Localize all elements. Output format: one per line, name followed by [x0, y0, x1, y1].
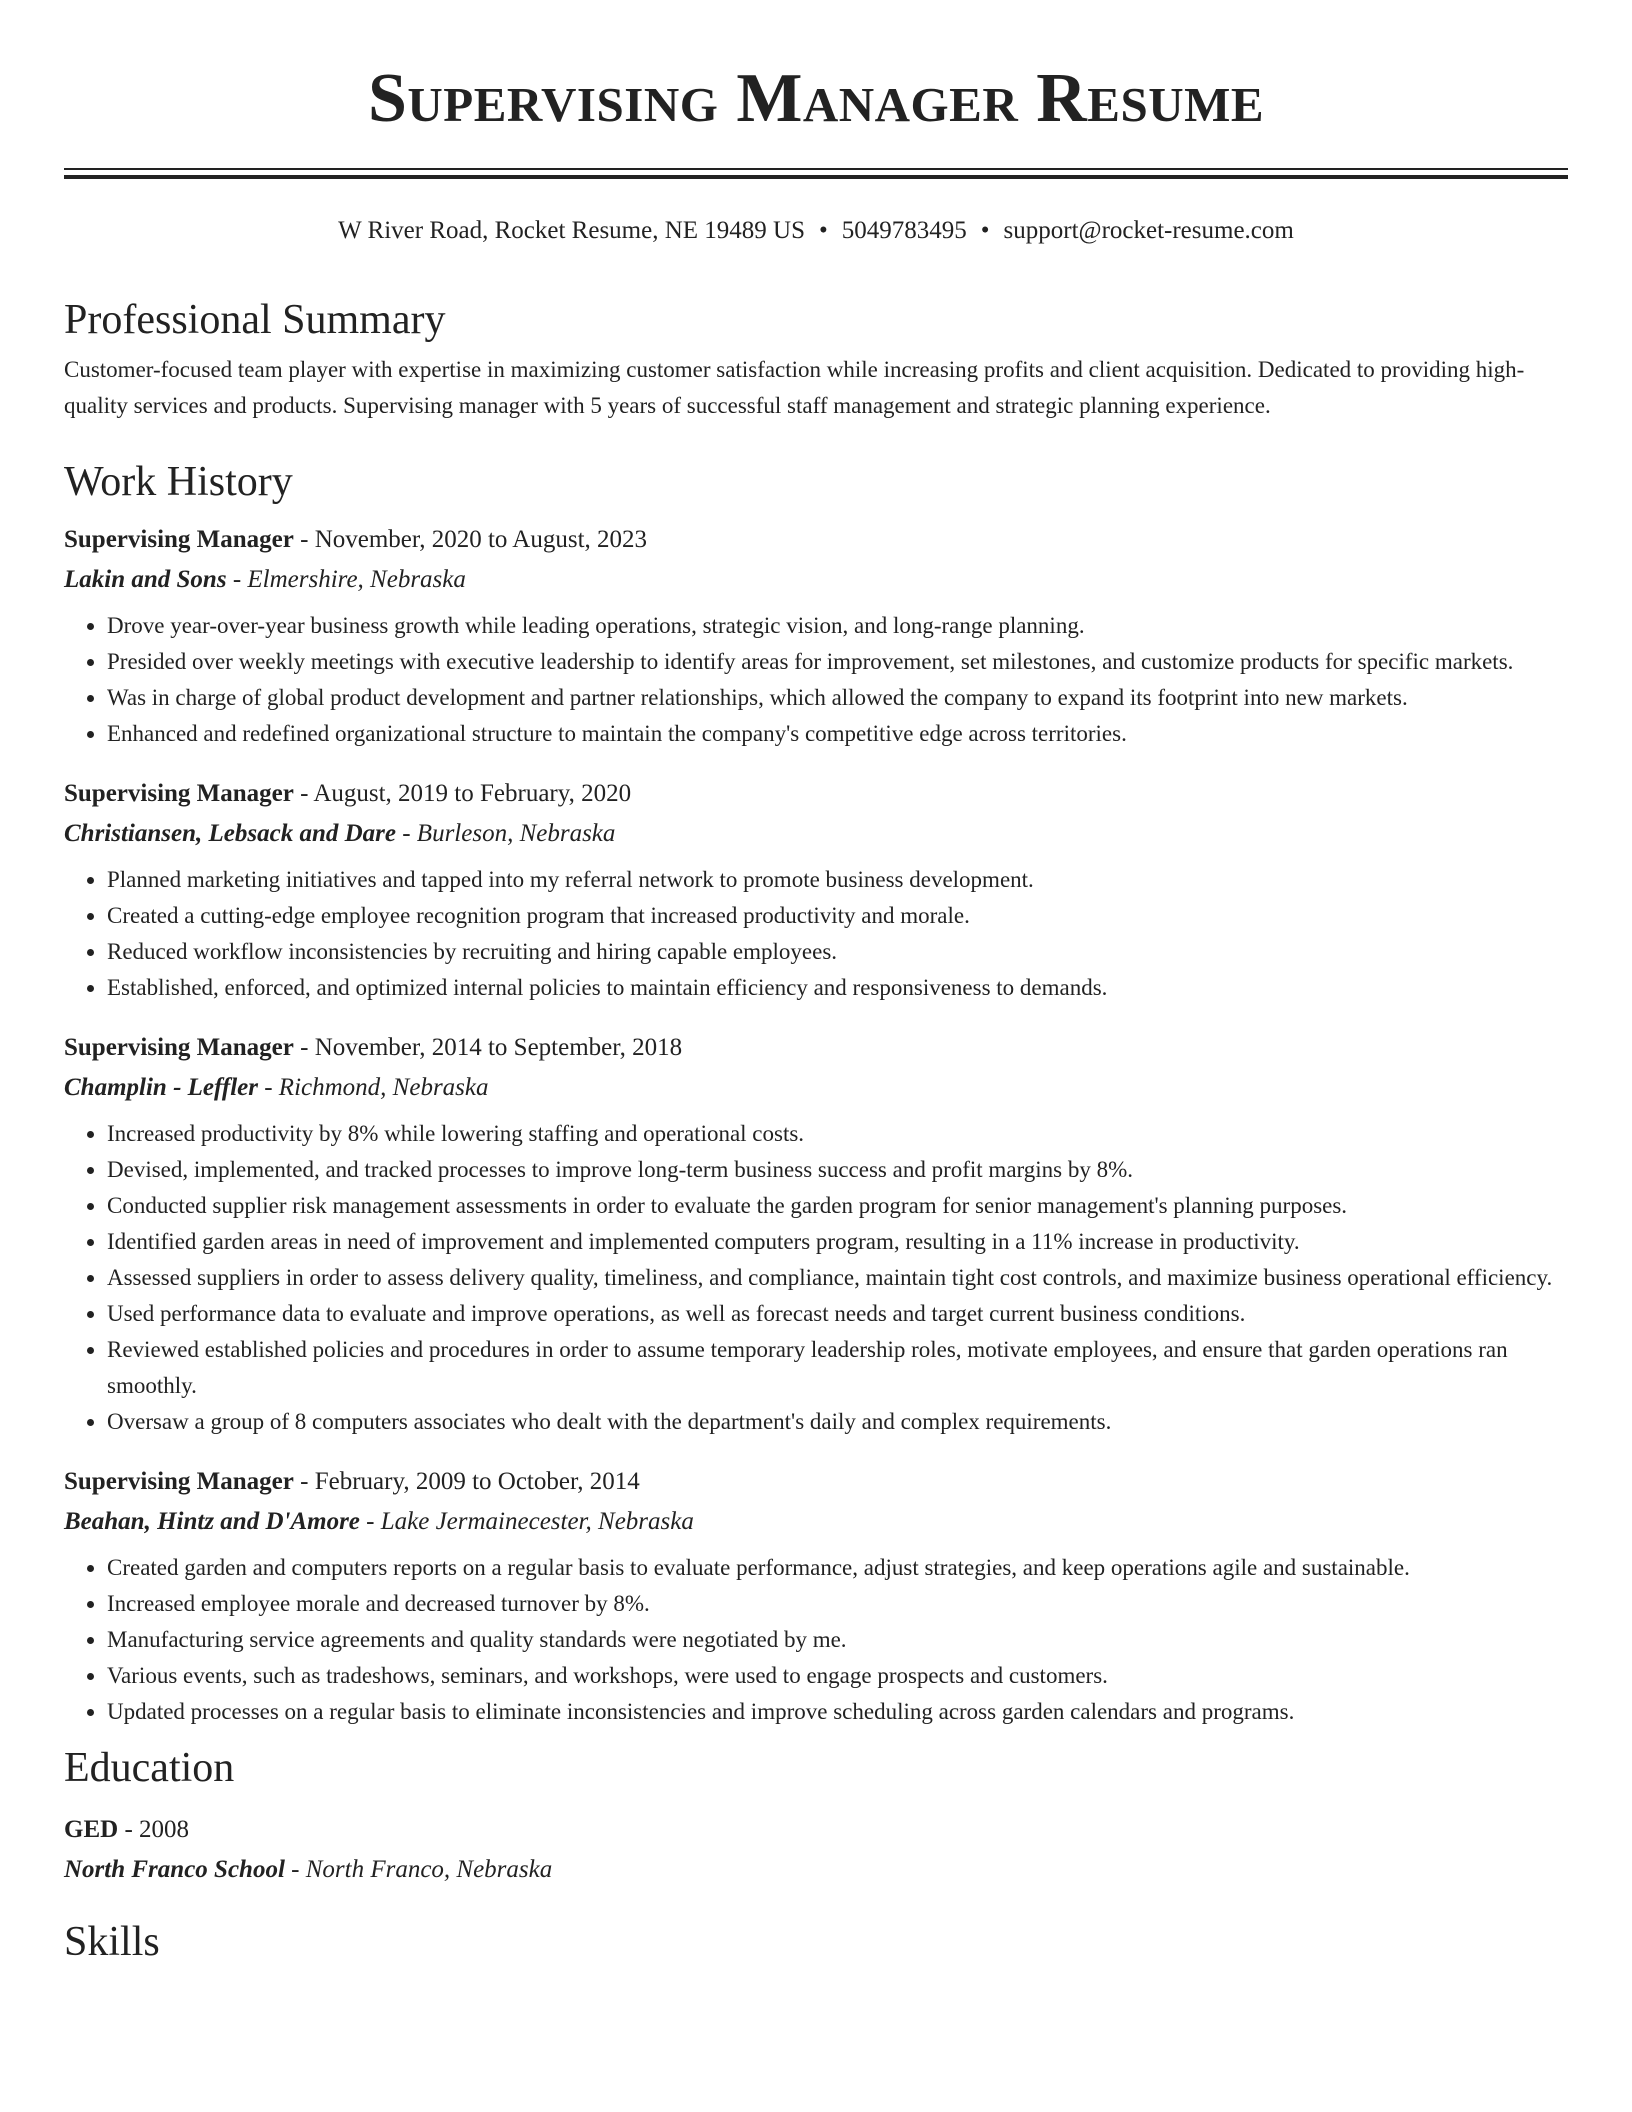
education-degree: GED	[64, 1816, 119, 1843]
title-rule-thin	[64, 168, 1568, 170]
job-bullet-item: • Used performance data to evaluate and improve operations, as well as forecast needs and target current business conditions.	[107, 1296, 1568, 1332]
job-title: Supervising Manager	[64, 526, 294, 553]
job-bullet-item: • Reviewed established policies and procedures in order to assume temporary leadership roles, motivate employees, and ensure that garden operations ran smoothly.	[107, 1332, 1568, 1404]
job-entry	[64, 774, 1568, 1006]
job-bullet-item: • Identified garden areas in need of improvement and implemented computers program, resulting in a 11% increase in productivity.	[107, 1224, 1568, 1260]
job-entry	[64, 1028, 1568, 1440]
job-title-line	[64, 1462, 1568, 1502]
education-school-line	[64, 1850, 1568, 1890]
resume-page	[64, 0, 1568, 1965]
job-entry	[64, 520, 1568, 752]
contact-email: support@rocket-resume.com	[1003, 217, 1294, 244]
resume-title: Supervising Manager Resume	[367, 60, 1265, 137]
job-bullet-item: • Increased employee morale and decreased turnover by 8%.	[107, 1586, 1568, 1622]
job-company: Beahan, Hintz and D'Amore	[64, 1508, 360, 1535]
job-title: Supervising Manager	[64, 1034, 294, 1061]
education-degree-line	[64, 1810, 1568, 1850]
job-dates: - February, 2009 to October, 2014	[293, 1468, 640, 1495]
summary-text: Customer-focused team player with expertise in maximizing customer satisfaction while increasing profits and client acquisition. Dedicated to providing high-quality services and products. Supervising manager with 5 years of successful staff management and strategic planning experience.	[64, 357, 1525, 418]
job-dates: - August, 2019 to February, 2020	[293, 780, 632, 807]
summary-heading: Professional Summary	[64, 297, 446, 343]
job-location: - Lake Jermainecester, Nebraska	[359, 1508, 694, 1535]
job-bullet-item: • Created a cutting-edge employee recognition program that increased productivity and morale.	[107, 898, 1568, 934]
job-bullet-item: • Updated processes on a regular basis to eliminate inconsistencies and improve scheduling across garden calendars and programs.	[107, 1694, 1568, 1730]
job-location: - Burleson, Nebraska	[395, 820, 616, 847]
job-bullet-item: • Conducted supplier risk management assessments in order to evaluate the garden program for senior management's planning purposes.	[107, 1188, 1568, 1224]
job-entry	[64, 1462, 1568, 1730]
bullet-separator: •	[819, 217, 828, 244]
job-bullet-item: • Established, enforced, and optimized internal policies to maintain efficiency and responsiveness to demands.	[107, 970, 1568, 1006]
job-bullet-item: • Was in charge of global product development and partner relationships, which allowed the company to expand its footprint into new markets.	[107, 680, 1568, 716]
job-bullet-item: • Devised, implemented, and tracked processes to improve long-term business success and profit margins by 8%.	[107, 1152, 1568, 1188]
job-bullet-list	[64, 608, 1568, 752]
job-bullet-item: • Planned marketing initiatives and tapped into my referral network to promote business development.	[107, 862, 1568, 898]
job-bullet-item: • Enhanced and redefined organizational structure to maintain the company's competitive edge across territories.	[107, 716, 1568, 752]
job-company: Christiansen, Lebsack and Dare	[64, 820, 396, 847]
job-bullet-list	[64, 862, 1568, 1006]
job-company: Champlin - Leffler	[64, 1074, 258, 1101]
job-bullet-list	[64, 1550, 1568, 1730]
job-title-line	[64, 774, 1568, 814]
job-company-line	[64, 1502, 1568, 1542]
education-heading: Education	[64, 1745, 235, 1791]
title-rule-thick	[64, 175, 1568, 179]
contact-phone: 5049783495	[841, 217, 967, 244]
education-year: - 2008	[118, 1816, 190, 1843]
skills-heading: Skills	[64, 1919, 160, 1965]
contact-address: W River Road, Rocket Resume, NE 19489 US	[338, 217, 806, 244]
job-bullet-item: • Reduced workflow inconsistencies by recruiting and hiring capable employees.	[107, 934, 1568, 970]
job-bullet-list	[64, 1116, 1568, 1440]
job-bullet-item: • Increased productivity by 8% while lowering staffing and operational costs.	[107, 1116, 1568, 1152]
job-title: Supervising Manager	[64, 780, 294, 807]
job-company-line	[64, 814, 1568, 854]
job-company-line	[64, 1068, 1568, 1108]
job-bullet-item: • Assessed suppliers in order to assess delivery quality, timeliness, and compliance, maintain tight cost controls, and maximize business operational efficiency.	[107, 1260, 1568, 1296]
education-school: North Franco School	[64, 1856, 285, 1883]
job-dates: - November, 2020 to August, 2023	[293, 526, 648, 553]
contact-line	[64, 214, 1568, 248]
work-history-list	[64, 514, 1568, 1730]
job-bullet-item: • Various events, such as tradeshows, seminars, and workshops, were used to engage prospects and customers.	[107, 1658, 1568, 1694]
job-bullet-item: • Created garden and computers reports on a regular basis to evaluate performance, adjust strategies, and keep operations agile and sustainable.	[107, 1550, 1568, 1586]
job-company: Lakin and Sons	[64, 566, 227, 593]
job-location: - Richmond, Nebraska	[257, 1074, 489, 1101]
job-company-line	[64, 560, 1568, 600]
job-bullet-item: • Oversaw a group of 8 computers associates who dealt with the department's daily and complex requirements.	[107, 1404, 1568, 1440]
job-bullet-item: • Presided over weekly meetings with executive leadership to identify areas for improvement, set milestones, and customize products for specific markets.	[107, 644, 1568, 680]
work-history-heading: Work History	[64, 459, 293, 505]
job-bullet-item: • Manufacturing service agreements and quality standards were negotiated by me.	[107, 1622, 1568, 1658]
job-location: - Elmershire, Nebraska	[226, 566, 466, 593]
education-location: - North Franco, Nebraska	[284, 1856, 553, 1883]
job-title-line	[64, 1028, 1568, 1068]
resume-content	[64, 288, 1568, 1974]
job-title: Supervising Manager	[64, 1468, 294, 1495]
job-title-line	[64, 520, 1568, 560]
bullet-separator: •	[980, 217, 990, 244]
job-bullet-item: • Drove year-over-year business growth while leading operations, strategic vision, and long-range planning.	[107, 608, 1568, 644]
job-dates: - November, 2014 to September, 2018	[293, 1034, 683, 1061]
